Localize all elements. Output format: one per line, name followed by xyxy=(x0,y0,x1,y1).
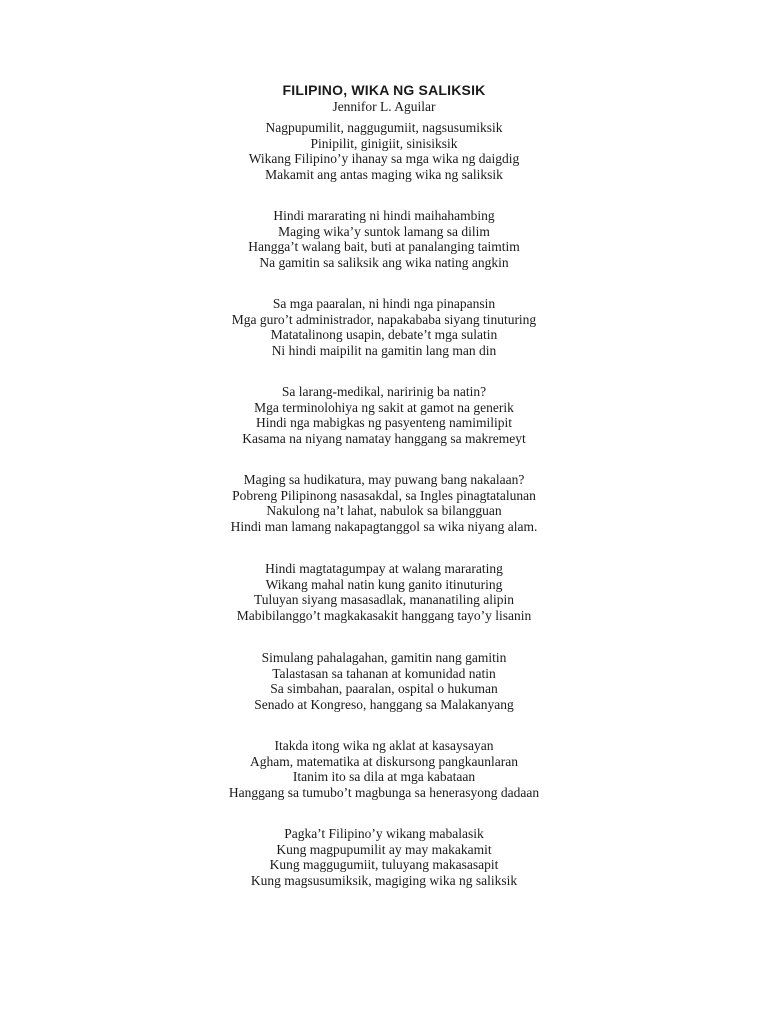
poem-line: Sa simbahan, paaralan, ospital o hukuman xyxy=(270,681,498,697)
poem-line: Makamit ang antas maging wika ng saliksik xyxy=(265,167,503,183)
poem-line: Wikang Filipino’y ihanay sa mga wika ng daigdig xyxy=(248,151,520,167)
poem-line: Hindi magtatagumpay at walang mararating xyxy=(265,561,503,576)
poem-line: Simulang pahalagahan, gamitin nang gamitin xyxy=(261,650,507,665)
poem-line: Nakulong na’t lahat, nabulok sa bilangguan xyxy=(266,503,502,519)
stanza-8 xyxy=(0,738,768,801)
poem-line: Kasama na niyang namatay hanggang sa makremeyt xyxy=(242,431,526,447)
poem-line: Tuluyan siyang masasadlak, mananatiling alipin xyxy=(253,592,515,608)
poem-line: Mga terminolohiya ng sakit at gamot na generik xyxy=(254,399,514,415)
poem-line: Senado at Kongreso, hanggang sa Malakanyang xyxy=(254,697,514,713)
poem-line: Hindi nga mabigkas ng pasyenteng namimilipit xyxy=(255,415,513,431)
poem-author: Jennifor L. Aguilar xyxy=(332,99,436,114)
stanza-1 xyxy=(0,120,768,183)
poem-line: Hindi mararating ni hindi maihahambing xyxy=(273,208,495,223)
poem-line: Maging wika’y suntok lamang sa dilim xyxy=(278,223,490,239)
stanza-4 xyxy=(0,384,768,447)
poem-line: Pobreng Pilipinong nasasakdal, sa Ingles pinagtatalunan xyxy=(232,487,536,503)
stanza-9 xyxy=(0,826,768,889)
poem-line: Agham, matematika at diskursong pangkaunlaran xyxy=(249,753,519,769)
poem-line: Matatalinong usapin, debate’t mga sulatin xyxy=(270,327,498,343)
poem-line: Mga guro’t administrador, napakababa siyang tinuturing xyxy=(231,311,537,327)
poem-line: Nagpupumilit, naggugumiit, nagsusumiksik xyxy=(265,120,503,135)
poem-line: Talastasan sa tahanan at komunidad natin xyxy=(272,665,496,681)
poem-title: FILIPINO, WIKA NG SALIKSIK xyxy=(282,82,486,98)
poem-line: Ni hindi maipilit na gamitin lang man din xyxy=(271,343,497,359)
poem-line: Hangga’t walang bait, buti at panalanging taimtim xyxy=(248,239,520,255)
poem-line: Na gamitin sa saliksik ang wika nating angkin xyxy=(259,255,509,271)
stanza-7 xyxy=(0,650,768,713)
poem-line: Pagka’t Filipino’y wikang mabalasik xyxy=(284,826,484,841)
poem-line: Itakda itong wika ng aklat at kasaysayan xyxy=(274,738,494,753)
poem-line: Hindi man lamang nakapagtanggol sa wika niyang alam. xyxy=(230,519,538,535)
poem-line: Itanim ito sa dila at mga kabataan xyxy=(292,769,476,785)
poem-line: Kung magpupumilit ay may makakamit xyxy=(276,841,492,857)
stanza-6 xyxy=(0,561,768,624)
poem-line: Kung maggugumiit, tuluyang makasasapit xyxy=(269,857,499,873)
poem-line: Mabibilanggo’t magkakasakit hanggang tayo’y lisanin xyxy=(236,608,532,624)
poem-line: Maging sa hudikatura, may puwang bang nakalaan? xyxy=(243,472,525,487)
poem-line: Pinipilit, ginigiit, sinisiksik xyxy=(310,135,458,151)
poem-line: Sa larang-medikal, naririnig ba natin? xyxy=(281,384,487,399)
stanza-5 xyxy=(0,472,768,535)
poem-line: Wikang mahal natin kung ganito itinuturing xyxy=(265,576,503,592)
poem-line: Kung magsusumiksik, magiging wika ng saliksik xyxy=(250,873,518,889)
stanza-3 xyxy=(0,296,768,359)
poem-line: Hanggang sa tumubo’t magbunga sa henerasyong dadaan xyxy=(228,785,540,801)
stanza-2 xyxy=(0,208,768,271)
poem-line: Sa mga paaralan, ni hindi nga pinapansin xyxy=(272,296,496,311)
